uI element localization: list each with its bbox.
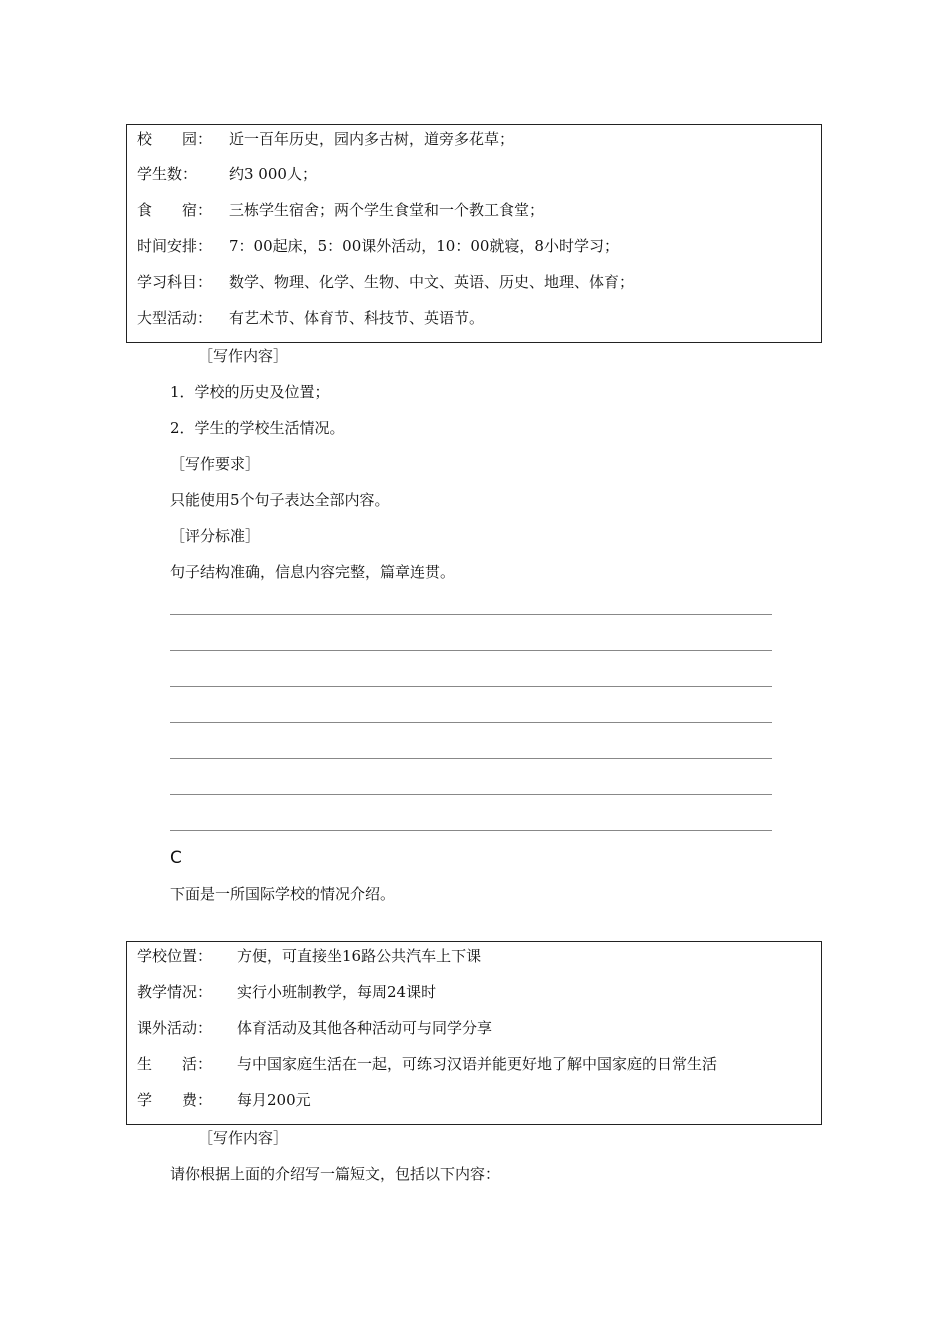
row-value: 方便，可直接坐16路公共汽车上下课 xyxy=(237,947,482,965)
row-label: 教学情况： xyxy=(137,983,213,1001)
row-label: 学生数： xyxy=(137,165,198,183)
writing-requirement-heading: ［写作要求］ xyxy=(170,455,261,473)
row-value: 每月200元 xyxy=(237,1091,311,1109)
row-label: 学习科目： xyxy=(137,273,213,291)
content-item-2: 2．学生的学校生活情况。 xyxy=(170,419,345,437)
row-label: 大型活动： xyxy=(137,309,213,327)
row-label: 时间安排： xyxy=(137,237,213,255)
row-label: 校 园： xyxy=(137,130,213,148)
row-value: 体育活动及其他各种活动可与同学分享 xyxy=(237,1019,493,1037)
row-value: 近一百年历史，园内多古树，道旁多花草； xyxy=(229,130,515,148)
answer-line xyxy=(170,794,772,795)
scoring-text: 句子结构准确，信息内容完整，篇章连贯。 xyxy=(170,563,456,581)
row-value: 实行小班制教学，每周24课时 xyxy=(237,983,437,1001)
row-label: 食 宿： xyxy=(137,201,213,219)
scoring-heading: ［评分标准］ xyxy=(170,527,261,545)
row-label: 学校位置： xyxy=(137,947,213,965)
row-value: 有艺术节、体育节、科技节、英语节。 xyxy=(229,309,485,327)
row-value: 三栋学生宿舍；两个学生食堂和一个教工食堂； xyxy=(229,201,545,219)
answer-line xyxy=(170,686,772,687)
row-label: 学 费： xyxy=(137,1091,213,1109)
answer-line xyxy=(170,722,772,723)
section-intro: 下面是一所国际学校的情况介绍。 xyxy=(170,885,396,903)
content-item-1: 1．学校的历史及位置； xyxy=(170,383,330,401)
row-value: 数学、物理、化学、生物、中文、英语、历史、地理、体育； xyxy=(229,273,635,291)
section-letter: C xyxy=(170,848,182,868)
row-label: 生 活： xyxy=(137,1055,213,1073)
row-label: 课外活动： xyxy=(137,1019,213,1037)
writing-requirement-text: 只能使用5个句子表达全部内容。 xyxy=(170,491,390,509)
writing-content-heading: ［写作内容］ xyxy=(198,347,289,365)
instruction-text: 请你根据上面的介绍写一篇短文，包括以下内容： xyxy=(170,1165,501,1183)
international-school-table xyxy=(126,941,822,1125)
answer-line xyxy=(170,758,772,759)
answer-line xyxy=(170,614,772,615)
school-info-table xyxy=(126,124,822,343)
writing-content-heading: ［写作内容］ xyxy=(198,1129,289,1147)
answer-line xyxy=(170,650,772,651)
row-value: 约3 000人； xyxy=(229,165,317,183)
answer-line xyxy=(170,830,772,831)
row-value: 与中国家庭生活在一起，可练习汉语并能更好地了解中国家庭的日常生活 xyxy=(237,1055,718,1073)
row-value: 7：00起床，5：00课外活动，10：00就寝，8小时学习； xyxy=(229,237,619,255)
